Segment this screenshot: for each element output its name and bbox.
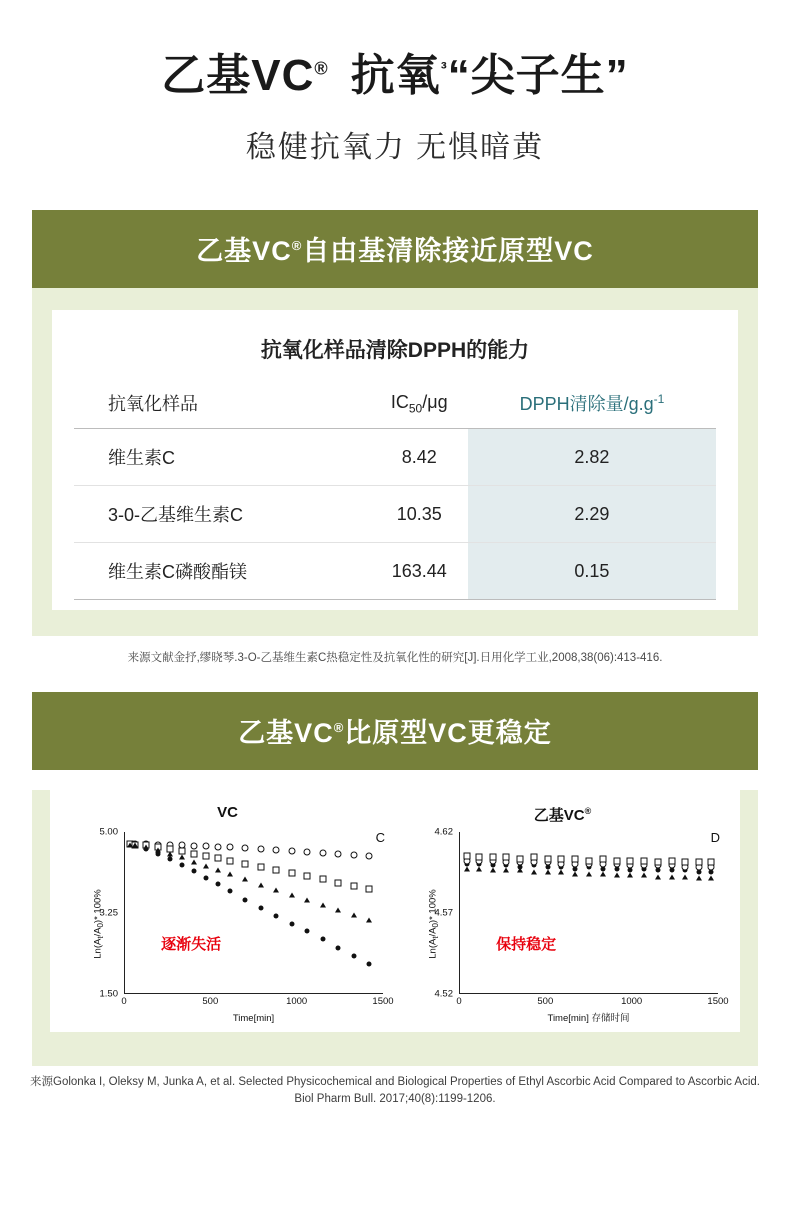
stability-source-note: 来源Golonka I, Oleksy M, Junka A, et al. Selected Physicochemical and Biological Properties of Ethyl Ascorbic Acid Compared to Ascorbic Acid. Biol Pharm Bull. 2017;40(8):1199-1206.: [30, 1075, 760, 1106]
data-point: [215, 867, 221, 872]
x-tick-label: 1500: [372, 995, 394, 1007]
data-point: [696, 876, 702, 881]
card-dpph-band-rest: 自由基清除接近原型VC: [302, 236, 594, 267]
chart-ethylvc-xticks: [456, 995, 729, 1010]
data-point: [132, 843, 138, 848]
data-point: [572, 856, 579, 863]
data-point: [258, 882, 264, 887]
data-point: [179, 855, 185, 860]
data-point: [143, 845, 149, 850]
x-tick-label: 0: [121, 995, 127, 1007]
col-header-ic50-sub: 50: [408, 401, 423, 416]
table-row: [74, 486, 716, 543]
chart-ethylvc-plot-area: [401, 826, 729, 1024]
data-point: [289, 892, 295, 897]
card-stability: [32, 692, 758, 1066]
data-point: [351, 953, 356, 958]
data-point: [257, 864, 264, 871]
chart-vc-panel-letter: C: [375, 829, 385, 845]
data-point: [517, 868, 523, 873]
data-point: [475, 854, 482, 861]
col-header-dpph-main: DPPH清除量/g.g: [519, 394, 654, 415]
data-point: [641, 857, 648, 864]
data-point: [335, 850, 342, 857]
data-point: [586, 871, 592, 876]
data-point: [545, 869, 551, 874]
data-point: [191, 859, 197, 864]
page-subtitle: 稳健抗氧力 无惧暗黄: [245, 131, 545, 165]
data-point: [503, 868, 509, 873]
chart-ethylvc-title-main: 乙基VC: [533, 806, 585, 824]
chart-ethylvc-yticks: [423, 826, 457, 1022]
data-point: [179, 862, 184, 867]
chart-vc-xticks: [121, 995, 394, 1010]
data-point: [227, 872, 233, 877]
cell-sample: 维生素C: [74, 429, 371, 486]
data-point: [288, 870, 295, 877]
data-point: [641, 873, 647, 878]
card-stability-band-rest: 比原型VC更稳定: [344, 717, 552, 748]
chart-vc: [60, 804, 395, 1022]
stability-charts: [50, 790, 740, 1032]
data-point: [489, 854, 496, 861]
registered-mark-icon: ®: [333, 719, 345, 735]
data-point: [258, 906, 263, 911]
x-tick-label: 500: [202, 995, 219, 1007]
data-point: [682, 874, 688, 879]
chart-ethylvc-canvas: [459, 829, 720, 994]
chart-ethylvc-annotation: 保持稳定: [496, 936, 557, 954]
col-header-dpph: [468, 380, 716, 429]
x-tick-label: 1500: [707, 995, 729, 1007]
data-point: [366, 852, 373, 859]
data-point: [289, 921, 294, 926]
data-point: [627, 873, 633, 878]
dpph-table-panel: [52, 310, 738, 610]
cell-sample: 维生素C磷酸酯镁: [74, 543, 371, 600]
title-superscript-3: ³: [440, 58, 448, 79]
data-point: [304, 873, 311, 880]
chart-vc-plot-area: [66, 826, 394, 1024]
data-point: [214, 843, 221, 850]
data-point: [190, 850, 197, 857]
data-point: [335, 879, 342, 886]
data-point: [627, 857, 634, 864]
y-tick-label: 4.62: [434, 826, 453, 838]
data-point: [367, 962, 372, 967]
col-header-ic50-tail: /μg: [422, 391, 448, 412]
title-main: 乙基VC: [161, 51, 315, 100]
dpph-table: [74, 380, 716, 600]
cell-ic50: 10.35: [371, 486, 468, 543]
cell-dpph: 2.82: [468, 429, 716, 486]
cell-ic50: 163.44: [371, 543, 468, 600]
data-point: [202, 843, 209, 850]
col-header-ic50-main: IC: [390, 391, 409, 412]
data-point: [558, 856, 565, 863]
data-point: [191, 869, 196, 874]
dpph-table-title: 抗氧化样品清除DPPH的能力: [260, 339, 530, 363]
chart-ethylvc: [395, 804, 730, 1022]
data-point: [167, 857, 172, 862]
data-point: [203, 863, 209, 868]
data-point: [242, 845, 249, 852]
data-point: [304, 848, 311, 855]
data-point: [190, 842, 197, 849]
col-header-ic50: [371, 380, 468, 429]
data-point: [167, 851, 173, 856]
data-point: [708, 859, 715, 866]
data-point: [669, 874, 675, 879]
title-rest: 抗氧: [350, 51, 441, 100]
title-registered-mark: ®: [314, 58, 329, 79]
table-row: [74, 543, 716, 600]
chart-vc-annotation: 逐渐失活: [161, 936, 222, 954]
data-point: [288, 847, 295, 854]
cell-ic50: 8.42: [371, 429, 468, 486]
col-header-sample: 抗氧化样品: [74, 380, 371, 429]
data-point: [215, 882, 220, 887]
data-point: [517, 856, 524, 863]
data-point: [600, 871, 606, 876]
card-stability-band: [32, 692, 758, 770]
data-point: [476, 866, 482, 871]
data-point: [257, 846, 264, 853]
data-point: [243, 897, 248, 902]
data-point: [654, 859, 661, 866]
data-point: [242, 877, 248, 882]
data-point: [226, 844, 233, 851]
data-point: [682, 859, 689, 866]
data-point: [655, 874, 661, 879]
chart-vc-yticks: [88, 826, 122, 1022]
data-point: [708, 876, 714, 881]
cell-dpph: 0.15: [468, 543, 716, 600]
chart-ethylvc-xlabel: Time[min] 存储时间: [547, 1012, 630, 1024]
data-point: [350, 882, 357, 889]
chart-vc-canvas: [124, 829, 385, 994]
data-point: [544, 856, 551, 863]
y-tick-label: 1.50: [99, 988, 118, 1000]
title-quote: “尖子生”: [447, 51, 629, 100]
card-dpph: [32, 210, 758, 636]
data-point: [490, 868, 496, 873]
x-tick-label: 0: [456, 995, 462, 1007]
data-point: [668, 857, 675, 864]
data-point: [320, 902, 326, 907]
y-tick-label: 5.00: [99, 826, 118, 838]
data-point: [614, 873, 620, 878]
data-point: [319, 849, 326, 856]
data-point: [273, 867, 280, 874]
y-tick-label: 4.52: [434, 988, 453, 1000]
data-point: [320, 937, 325, 942]
data-point: [335, 907, 341, 912]
registered-mark-icon: ®: [291, 238, 303, 254]
chart-vc-xlabel: Time[min]: [232, 1012, 275, 1024]
col-header-dpph-sup: -1: [653, 392, 665, 407]
data-point: [599, 856, 606, 863]
data-point: [336, 945, 341, 950]
chart-vc-title: VC: [217, 803, 238, 821]
data-point: [366, 885, 373, 892]
data-point: [696, 859, 703, 866]
data-point: [586, 857, 593, 864]
chart-ethylvc-title: [395, 804, 730, 824]
data-point: [366, 917, 372, 922]
data-point: [558, 869, 564, 874]
card-dpph-band-main: 乙基VC: [196, 236, 292, 267]
data-point: [178, 848, 185, 855]
data-point: [226, 858, 233, 865]
data-point: [305, 929, 310, 934]
data-point: [155, 848, 161, 853]
table-row: [74, 429, 716, 486]
hero-section: [0, 0, 790, 166]
data-point: [274, 914, 279, 919]
chart-ethylvc-ylabel: $Ln(A_t/A_0)*$ 100%: [427, 888, 441, 959]
chart-vc-ylabel: $Ln(A_t/A_0)*$ 100%: [92, 888, 106, 959]
data-point: [242, 860, 249, 867]
data-point: [531, 869, 537, 874]
data-point: [613, 857, 620, 864]
data-point: [464, 866, 470, 871]
card-stability-body: [32, 790, 758, 1066]
data-point: [304, 897, 310, 902]
data-point: [319, 876, 326, 883]
x-tick-label: 1000: [621, 995, 643, 1007]
card-dpph-band: [32, 210, 758, 288]
data-point: [202, 853, 209, 860]
data-point: [463, 852, 470, 859]
cell-sample: 3-0-乙基维生素C: [74, 486, 371, 543]
y-tick-label: 4.57: [434, 907, 453, 919]
x-tick-label: 500: [537, 995, 554, 1007]
data-point: [572, 871, 578, 876]
card-stability-band-main: 乙基VC: [238, 717, 334, 748]
x-tick-label: 1000: [286, 995, 308, 1007]
dpph-source-note: 来源文献金抒,缪晓琴.3-O-乙基维生素C热稳定性及抗氧化性的研究[J].日用化学工业,2008,38(06):413-416.: [127, 652, 663, 665]
data-point: [227, 889, 232, 894]
data-point: [503, 854, 510, 861]
page-title: [0, 52, 790, 100]
cell-dpph: 2.29: [468, 486, 716, 543]
data-point: [203, 875, 208, 880]
data-point: [214, 855, 221, 862]
data-point: [273, 887, 279, 892]
y-tick-label: 3.25: [99, 907, 118, 919]
chart-ethylvc-panel-letter: D: [710, 829, 720, 845]
data-point: [351, 912, 357, 917]
data-point: [350, 851, 357, 858]
data-point: [273, 847, 280, 854]
table-header-row: [74, 380, 716, 429]
registered-mark-icon: ®: [584, 805, 592, 816]
card-dpph-body: [32, 288, 758, 636]
data-point: [530, 854, 537, 861]
